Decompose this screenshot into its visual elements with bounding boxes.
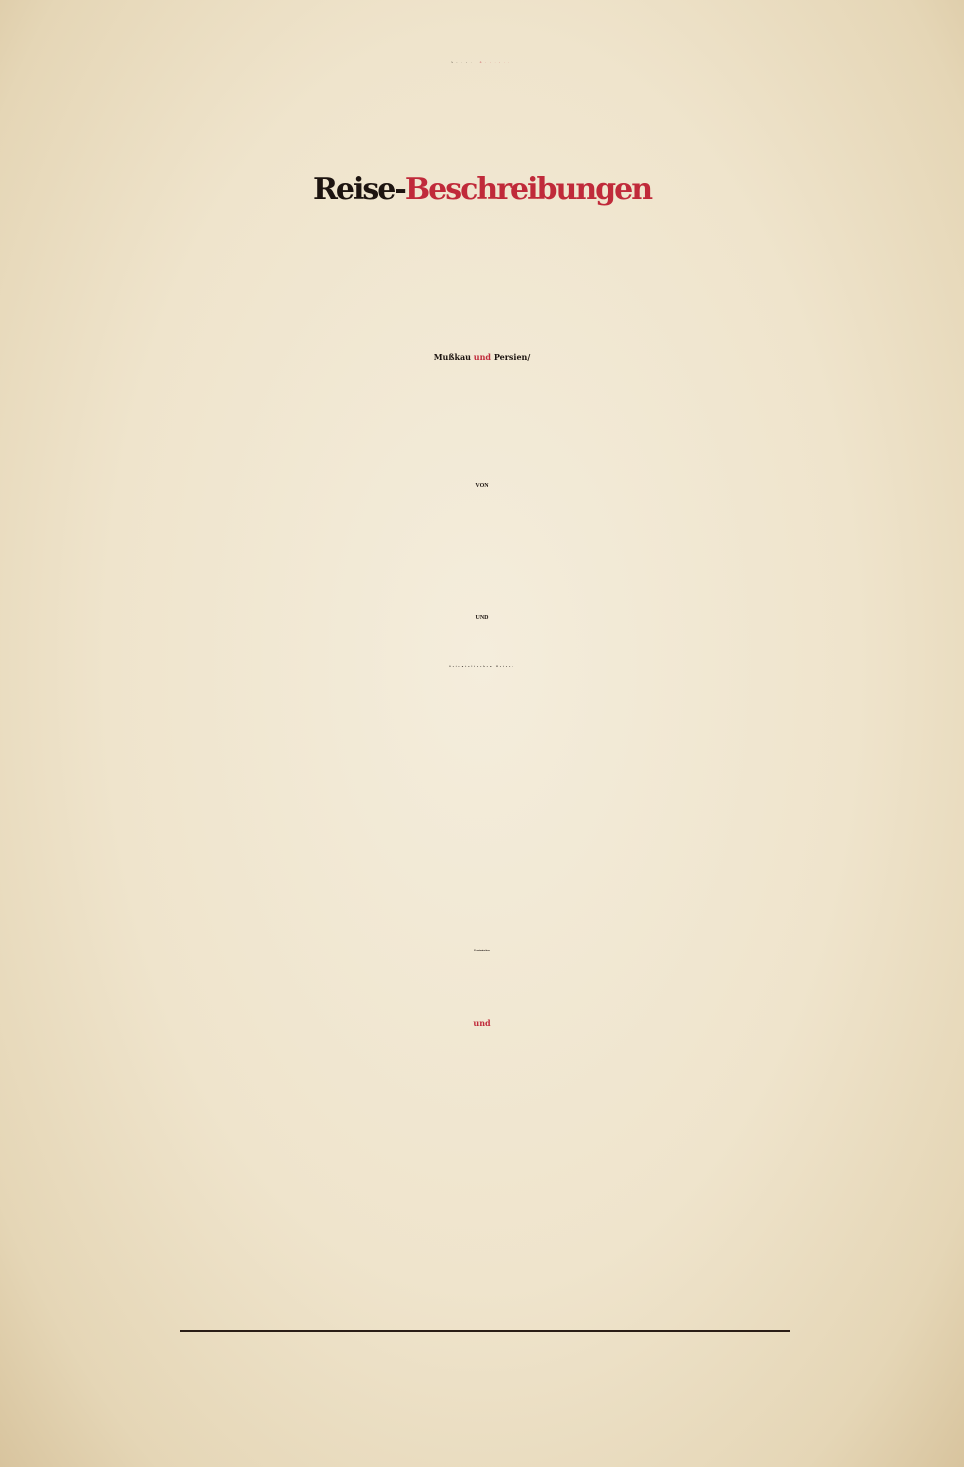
muscovy: Mußkau: [433, 352, 471, 362]
und-3: und: [473, 1018, 491, 1028]
main-title-part1: Reise-: [312, 172, 405, 207]
and-1: und: [473, 352, 492, 362]
line-rosen-baum: [0, 1018, 964, 1028]
und-2: und: [475, 612, 489, 621]
persian-title: Persianischen: [474, 950, 490, 952]
von: von: [475, 480, 489, 489]
line-mandelslo: [0, 480, 964, 489]
line-andersen-iversen: [0, 612, 964, 621]
line-main-title: [0, 172, 964, 207]
author-last-name: Olearii: [479, 62, 513, 64]
line-oriental-journey: [0, 666, 964, 668]
line-muscovy-persia: [0, 352, 964, 362]
oriental-journey: Orientalischen Reise:: [448, 666, 516, 668]
line-author-name: [0, 62, 964, 64]
line-persian: [0, 950, 964, 952]
author-first-name: Adami: [451, 62, 476, 64]
main-title-part2: Beschreibungen: [404, 172, 652, 207]
divider-rule: [180, 1330, 790, 1332]
persia: Persien/: [493, 352, 531, 362]
